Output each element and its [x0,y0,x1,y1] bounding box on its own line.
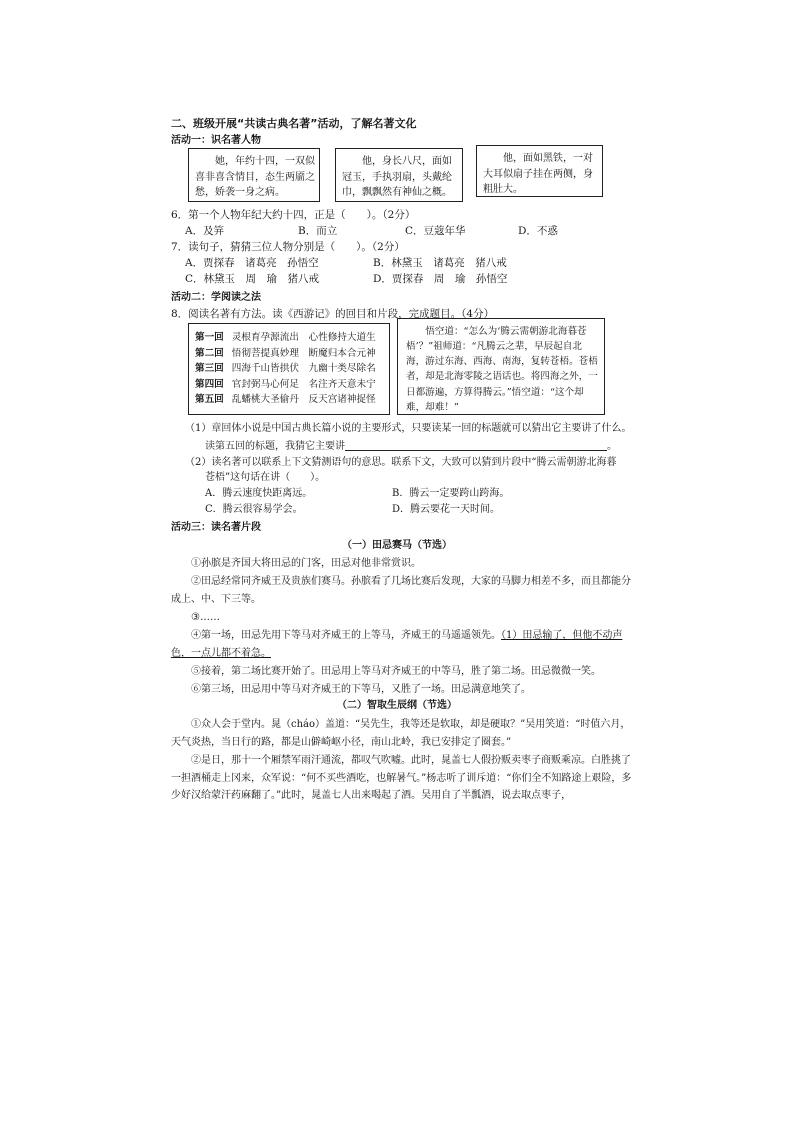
q8-sub2-line1: （2）读名著可以联系上下文猜测语句的意思。联系下文，大致可以猜到片段中“腾云需朝游北海暮 [185,457,617,468]
q8-sub2-option-a[interactable]: A．腾云速度快距离远。 [205,488,313,499]
q6-option-d[interactable]: D．不惑 [518,225,558,237]
passage1-paragraph-2: ②田忌经常同齐威王及贵族们赛马。孙膑看了几场比赛后发现，大家的马脚力相差不多，而且都能分成上、中、下三等。 [171,576,631,605]
chapter-row [195,330,376,346]
character-box-2 [335,148,463,202]
q7-option-b[interactable]: B．林黛玉 诸葛亮 猪八戒 [373,257,507,269]
passage1-paragraph-5: ⑤接着，第二场比赛开始了。田忌用上等马对齐威王的中等马，胜了第二场。田忌微微一笑。 [191,666,601,677]
excerpt-text: 悟空道：“怎么为‘腾云需朝游北海暮苍梧’？”祖师道：“凡腾云之辈，早辰起自北海，游过东海、西海、南海，复转苍梧。苍梧者，却是北海零陵之语话也。将四海之外，一日都游遍，方算得腾云。”悟空道：“这个却难，却难！” [406,326,598,413]
chapter-row [195,361,376,377]
activity1-label: 活动一：识名著人物 [171,135,261,146]
activity2-label: 活动二：学阅读之法 [171,292,261,303]
q8-sub2-option-b[interactable]: B．腾云一定要跨山跨海。 [392,488,510,499]
chapter-row [195,346,376,362]
q8-sub1-answer-blank[interactable] [345,438,607,451]
character-box-3-text: 他，面如黑铁，一对大耳似扇子挂在两侧，身粗肚大。 [483,153,593,195]
passage2-paragraph-2: ②是日，那十一个厢禁军雨汗通流，都叹气吹嘘。此时，晁盖七人假扮贩卖枣子商贩乘凉。白胜挑了一担酒桶走上冈来，众军说：“何不买些酒吃，也解暑气。”杨志听了训斥道：“你们全不知路途上艰险，多少好汉给蒙汗药麻翻了。”此时，晁盖七人出来喝起了酒。吴用自了半瓢酒，说去取点枣子， [171,755,632,801]
chapter-title: 乱蟠桃大圣偷丹 反天宫诸神捉怪 [231,394,376,406]
chapter-row [195,392,376,408]
passage1-paragraph-6: ⑥第三场，田忌用中等马对齐威王的下等马，又胜了一场。田忌满意地笑了。 [191,684,531,695]
passage1-title: （一）田忌赛马（节选） [342,540,452,551]
passage1-paragraph-3: ③…… [191,612,220,623]
chapter-number: 第一回 [195,332,224,343]
q8-sub2-option-c[interactable]: C．腾云很容易学会。 [205,504,303,515]
q6-option-b[interactable]: B．而立 [298,225,338,237]
section-heading: 二、班级开展“共读古典名著”活动，了解名著文化 [171,117,417,130]
q8-sub1-line2 [205,438,617,455]
chapter-number: 第四回 [195,378,224,390]
q7-option-d[interactable]: D．贾探春 周 瑜 孙悟空 [373,273,508,285]
question-8: 8．阅读名著有方法。读《西游记》的回目和片段，完成题目。（4分） [171,308,495,320]
passage2-title: （二）智取生辰纲（节选） [337,700,457,711]
passage2-paragraph-1: ①众人会于堂内。晁（cháo）盖道：“吴先生，我等还是软取，却是硬取？”吴用笑道：“时值六月，天气炎热，当日行的路，都是山僻崎岖小径，南山北岭，我已安排定了圈套。” [171,719,631,748]
passage1-paragraph-4 [171,627,633,662]
chapter-titles-box [188,323,390,415]
character-box-1-text: 她，年约十四，一双似喜非喜含情目，态生两靥之愁，娇袭一身之病。 [195,156,315,198]
q6-option-c[interactable]: C．豆蔻年华 [405,225,466,237]
paragraph-4-underlined-sentence: （1）田忌输了，但他不动声色，一点儿都不着急。 [171,630,623,659]
question-6: 6．第一个人物年纪大约十四，正是（ ）。（2分） [171,209,416,221]
passage1-paragraph-1: ①孙膑是齐国大将田忌的门客，田忌对他非常赏识。 [191,558,421,569]
chapter-number: 第五回 [195,394,224,406]
character-box-1 [188,148,320,202]
chapter-row [195,377,376,393]
q7-option-a[interactable]: A．贾探春 诸葛亮 孙悟空 [185,257,319,269]
q7-option-c[interactable]: C．林黛玉 周 瑜 猪八戒 [185,273,320,285]
q8-sub2-option-d[interactable]: D．腾云要花一天时间。 [392,504,501,515]
activity3-label: 活动三：读名著片段 [171,522,261,533]
character-box-3 [476,145,603,197]
chapter-number: 第二回 [195,347,224,359]
chapter-title: 悟彻菩提真妙理 断魔归本合元神 [231,347,376,359]
q8-sub2-line2: 苍梧”这句话在讲（ ）。 [205,472,326,483]
chapter-title: 四海千山皆拱伏 九幽十类尽除名 [231,363,376,375]
paragraph-4-text: ④第一场，田忌先用下等马对齐威王的上等马，齐威王的马遥遥领先。 [191,630,501,641]
question-7: 7．读句子，猜猜三位人物分别是（ ）。（2分） [171,241,405,253]
q8-sub1-line1: （1）章回体小说是中国古典长篇小说的主要形式，只要读某一回的标题就可以猜出它主要讲了什么。 [185,423,632,434]
character-box-2-text: 他，身长八尺，面如冠玉，手执羽扇，头戴纶巾，飘飘然有神仙之概。 [342,156,452,198]
chapter-title: 灵根育孕源流出 心性修持大道生 [231,332,376,343]
q8-sub1-prompt: 读第五回的标题，我猜它主要讲 [205,441,345,452]
excerpt-box [397,318,605,415]
chapter-number: 第三回 [195,363,224,375]
q6-option-a[interactable]: A．及笄 [185,225,225,237]
chapter-title: 官封弼马心何足 名注齐天意未宁 [231,378,376,390]
chapter-list [195,330,376,408]
q8-sub1-period: 。 [607,441,617,452]
